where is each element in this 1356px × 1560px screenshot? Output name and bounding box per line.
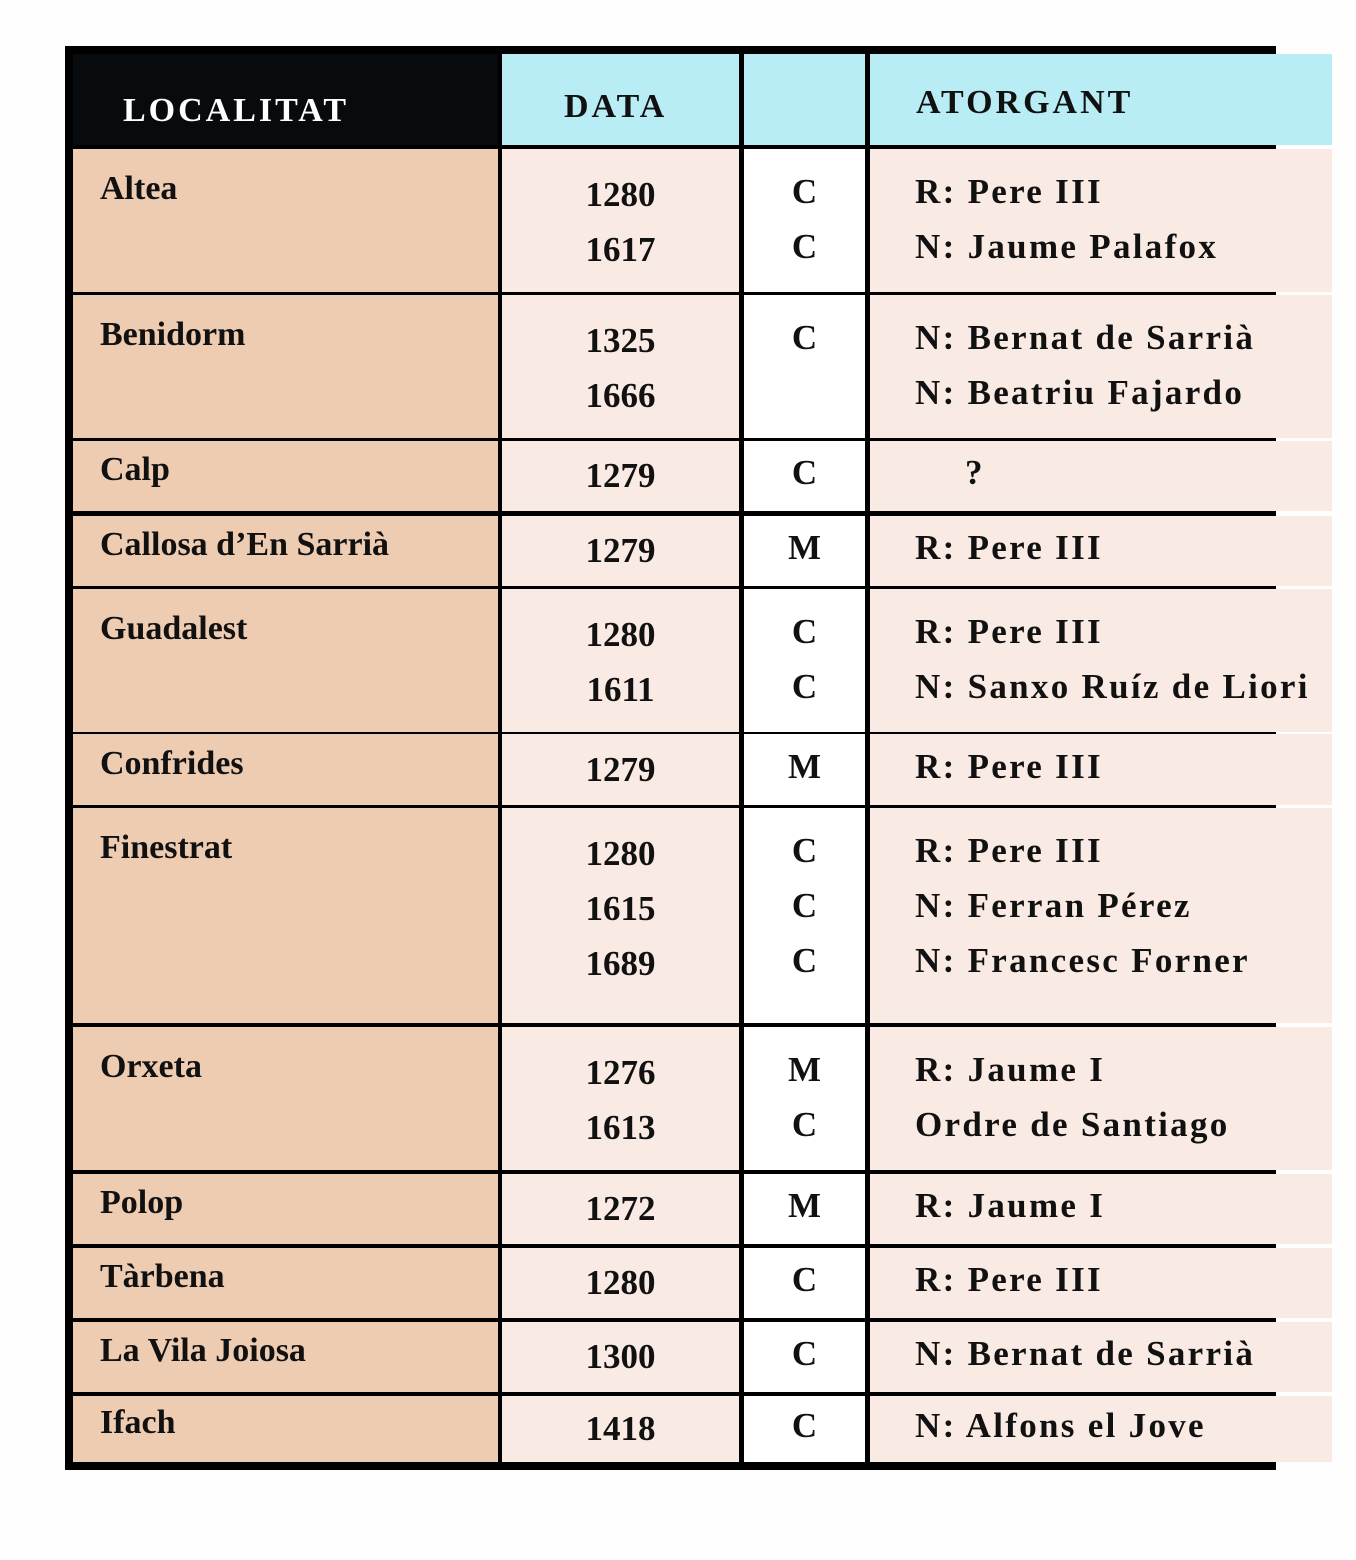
date-cell — [502, 149, 739, 292]
locality-cell — [73, 1027, 498, 1170]
tenure-type: C — [791, 612, 818, 651]
header-atorgant: ATORGANT — [916, 84, 1134, 121]
grantor-name: R: Pere III — [915, 1260, 1103, 1299]
grantor-cell — [870, 808, 1332, 1023]
grantor-name: R: Jaume I — [915, 1186, 1106, 1225]
locality-name: La Vila Joiosa — [100, 1332, 306, 1369]
table-row — [65, 1248, 1276, 1318]
date-cell — [502, 1322, 739, 1392]
locality-cell — [73, 808, 498, 1023]
year-value: 1279 — [585, 456, 656, 495]
date-cell — [502, 1174, 739, 1244]
locality-name: Confrides — [100, 745, 244, 782]
grantor-name: N: Bernat de Sarrià — [915, 318, 1256, 357]
locality-name: Benidorm — [100, 316, 246, 353]
header-cell-localitat — [73, 54, 498, 145]
table-row — [65, 1396, 1276, 1462]
table-row — [65, 808, 1276, 1023]
date-cell — [502, 589, 739, 732]
grantor-cell — [870, 295, 1332, 438]
type-cell — [744, 295, 865, 438]
year-value: 1280 — [585, 834, 656, 873]
header-cell-data — [502, 54, 739, 145]
grantor-cell — [870, 1248, 1332, 1318]
date-cell — [502, 441, 739, 511]
year-value: 1666 — [585, 376, 656, 415]
tenure-type: C — [791, 1334, 818, 1373]
grantor-cell — [870, 516, 1332, 586]
year-value: 1279 — [585, 750, 656, 789]
date-cell — [502, 734, 739, 805]
locality-cell — [73, 516, 498, 586]
year-value: 1418 — [585, 1409, 656, 1448]
locality-name: Ifach — [100, 1404, 176, 1441]
locality-name: Guadalest — [100, 610, 248, 647]
tenure-type: C — [791, 227, 818, 266]
year-value: 1689 — [585, 944, 656, 983]
tenure-type: C — [791, 831, 818, 870]
locality-cell — [73, 1322, 498, 1392]
table-row — [65, 1174, 1276, 1244]
tenure-type: C — [791, 941, 818, 980]
table-row — [65, 1322, 1276, 1392]
tenure-type: M — [787, 1186, 822, 1225]
date-cell — [502, 1027, 739, 1170]
locality-name: Altea — [100, 170, 178, 207]
grantor-name: ? — [965, 453, 985, 492]
year-value: 1280 — [585, 175, 656, 214]
tenure-type: M — [787, 747, 822, 786]
year-value: 1617 — [585, 230, 656, 269]
grantor-name: N: Bernat de Sarrià — [915, 1334, 1256, 1373]
grantor-name: R: Pere III — [915, 528, 1103, 567]
table-row — [65, 441, 1276, 511]
header-cell-type — [744, 54, 865, 145]
year-value: 1279 — [585, 531, 656, 570]
table-row — [65, 149, 1276, 292]
type-cell — [744, 1396, 865, 1462]
type-cell — [744, 1174, 865, 1244]
date-cell — [502, 1396, 739, 1462]
locality-cell — [73, 734, 498, 805]
date-cell — [502, 808, 739, 1023]
locality-name: Callosa d’En Sarrià — [100, 526, 390, 563]
year-value: 1325 — [585, 321, 656, 360]
type-cell — [744, 516, 865, 586]
year-value: 1280 — [585, 1263, 656, 1302]
locality-cell — [73, 1248, 498, 1318]
grantor-name: R: Jaume I — [915, 1050, 1106, 1089]
tenure-type: C — [791, 886, 818, 925]
grantor-name: N: Ferran Pérez — [915, 886, 1192, 925]
table-row — [65, 734, 1276, 805]
locality-name: Tàrbena — [100, 1258, 225, 1295]
grantor-cell — [870, 1027, 1332, 1170]
grantor-cell — [870, 1396, 1332, 1462]
tenure-type: C — [791, 667, 818, 706]
header-localitat: LOCALITAT — [123, 92, 350, 129]
locality-name: Polop — [100, 1184, 184, 1221]
type-cell — [744, 1322, 865, 1392]
year-value: 1613 — [585, 1108, 656, 1147]
header-cell-atorgant — [870, 54, 1332, 145]
tenure-type: C — [791, 1105, 818, 1144]
grantor-cell — [870, 1174, 1332, 1244]
type-cell — [744, 1248, 865, 1318]
header-data: DATA — [564, 88, 668, 125]
tenure-type: M — [787, 1050, 822, 1089]
locality-cell — [73, 1396, 498, 1462]
tenure-type: C — [791, 172, 818, 211]
grantor-name: N: Jaume Palafox — [915, 227, 1219, 266]
grantor-cell — [870, 734, 1332, 805]
year-value: 1272 — [585, 1189, 656, 1228]
charter-table — [65, 46, 1310, 1470]
grantor-name: R: Pere III — [915, 831, 1103, 870]
table-row — [65, 1027, 1276, 1170]
grantor-cell — [870, 1322, 1332, 1392]
locality-cell — [73, 295, 498, 438]
table-header — [65, 54, 1276, 145]
locality-cell — [73, 149, 498, 292]
date-cell — [502, 295, 739, 438]
grantor-name: N: Francesc Forner — [915, 941, 1250, 980]
grantor-name: N: Beatriu Fajardo — [915, 373, 1245, 412]
grantor-name: Ordre de Santiago — [915, 1105, 1230, 1144]
date-cell — [502, 1248, 739, 1318]
grantor-name: R: Pere III — [915, 172, 1103, 211]
grantor-name: N: Sanxo Ruíz de Liori — [915, 667, 1310, 706]
year-value: 1276 — [585, 1053, 656, 1092]
tenure-type: C — [791, 318, 818, 357]
year-value: 1611 — [586, 670, 655, 709]
grantor-cell — [870, 589, 1332, 732]
grantor-cell — [870, 441, 1332, 511]
locality-cell — [73, 1174, 498, 1244]
type-cell — [744, 808, 865, 1023]
table-row — [65, 295, 1276, 438]
tenure-type: C — [791, 1406, 818, 1445]
type-cell — [744, 734, 865, 805]
locality-cell — [73, 441, 498, 511]
grantor-name: N: Alfons el Jove — [915, 1406, 1206, 1445]
year-value: 1300 — [585, 1337, 656, 1376]
year-value: 1280 — [585, 615, 656, 654]
type-cell — [744, 441, 865, 511]
grantor-cell — [870, 149, 1332, 292]
tenure-type: C — [791, 453, 818, 492]
table-row — [65, 589, 1310, 732]
type-cell — [744, 589, 865, 732]
date-cell — [502, 516, 739, 586]
table-row — [65, 516, 1276, 586]
locality-name: Orxeta — [100, 1048, 202, 1085]
grantor-name: R: Pere III — [915, 612, 1103, 651]
locality-name: Finestrat — [100, 829, 233, 866]
type-cell — [744, 149, 865, 292]
year-value: 1615 — [585, 889, 656, 928]
tenure-type: M — [787, 528, 822, 567]
tenure-type: C — [791, 1260, 818, 1299]
type-cell — [744, 1027, 865, 1170]
locality-name: Calp — [100, 451, 170, 488]
grantor-name: R: Pere III — [915, 747, 1103, 786]
locality-cell — [73, 589, 498, 732]
